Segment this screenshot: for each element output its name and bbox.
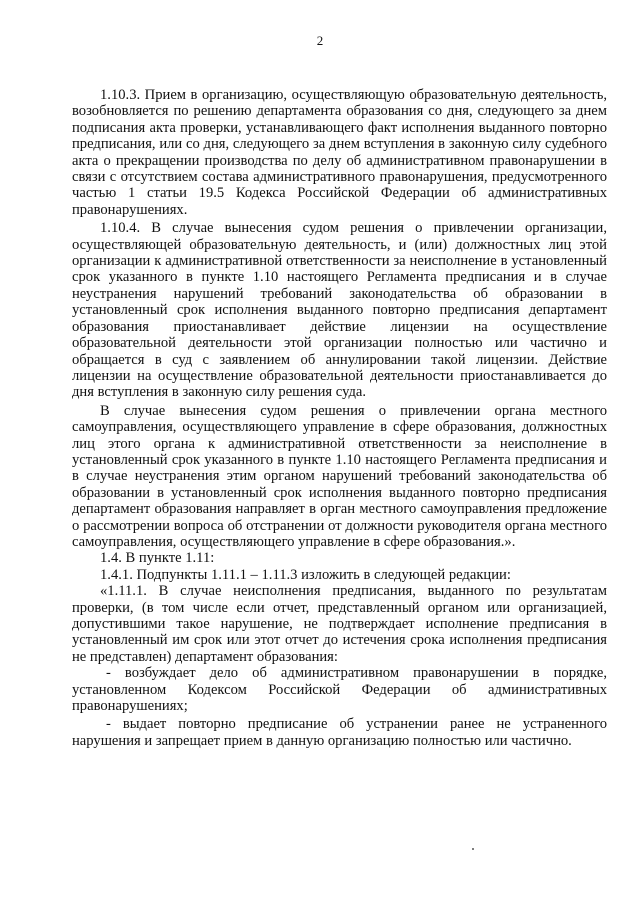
scan-speck [472, 848, 474, 850]
page-number: 2 [316, 33, 324, 48]
paragraph-1-4: 1.4. В пункте 1.11: [100, 550, 215, 567]
list-item-repeat-order: - выдает повторно предписание об устранении ранее не устраненного нарушения и запрещает прием в данную организацию полностью или частично. [72, 716, 607, 749]
paragraph-1-11-1: «1.11.1. В случае неисполнения предписания, выданного по результатам проверки, (в том числе если отчет, представленный органом или организацией, допустившими такое нарушение, не подтверждает исполнение предписания в установленный им срок или этот отчет до истечения срока исполнения предписания не представлен) департамент образования: [72, 583, 607, 665]
paragraph-1-10-4: 1.10.4. В случае вынесения судом решения о привлечении организации, осуществляющей образовательную деятельность, и (или) должностных лиц этой организации к административной ответственности за неисполнение в установленный срок указанного в пункте 1.10 настоящего Регламента предписания и в случае неустранения нарушений требований законодательства об образовании в установленный срок исполнения выданного повторно предписания департамент образования приостанавливает действие лицензии на осуществление образовательной деятельности этой организации полностью или частично и обращается в суд с заявлением об аннулировании такой лицензии. Действие лицензии на осуществление образовательной деятельности приостанавливается до дня вступления в законную силу решения суда. [72, 220, 607, 401]
paragraph-1-10-3: 1.10.3. Прием в организацию, осуществляющую образовательную деятельность, возобновляется по решению департамента образования со дня, следующего за днем подписания акта проверки, устанавливающего факт исполнения выданного повторно предписания, или со дня, следующего за днем вступления в законную силу судебного акта о прекращении производства по делу об административном правонарушении в связи с отсутствием состава административного правонарушения, предусмотренного частью 1 статьи 19.5 Кодекса Российской Федерации об административных правонарушениях. [72, 87, 607, 218]
document-body [72, 87, 607, 749]
list-item-initiate-case: - возбуждает дело об административном правонарушении в порядке, установленном Кодексом Российской Федерации об административных правонарушениях; [72, 665, 607, 715]
paragraph-1-4-1: 1.4.1. Подпункты 1.11.1 – 1.11.3 изложить в следующей редакции: [100, 566, 511, 583]
paragraph-local-government: В случае вынесения судом решения о привлечении органа местного самоуправления, осуществляющего управление в сфере образования, должностных лиц этого органа к административной ответственности за неисполнение в установленный срок указанного в пункте 1.10 настоящего Регламента предписания и в случае неустранения этим органом нарушений требований законодательства об образовании в установленный срок исполнения выданного повторно предписания департамент образования направляет в орган местного самоуправления предложение о рассмотрении вопроса об отстранении от должности руководителя органа местного самоуправления, осуществляющего управление в сфере образования.». [72, 402, 607, 550]
